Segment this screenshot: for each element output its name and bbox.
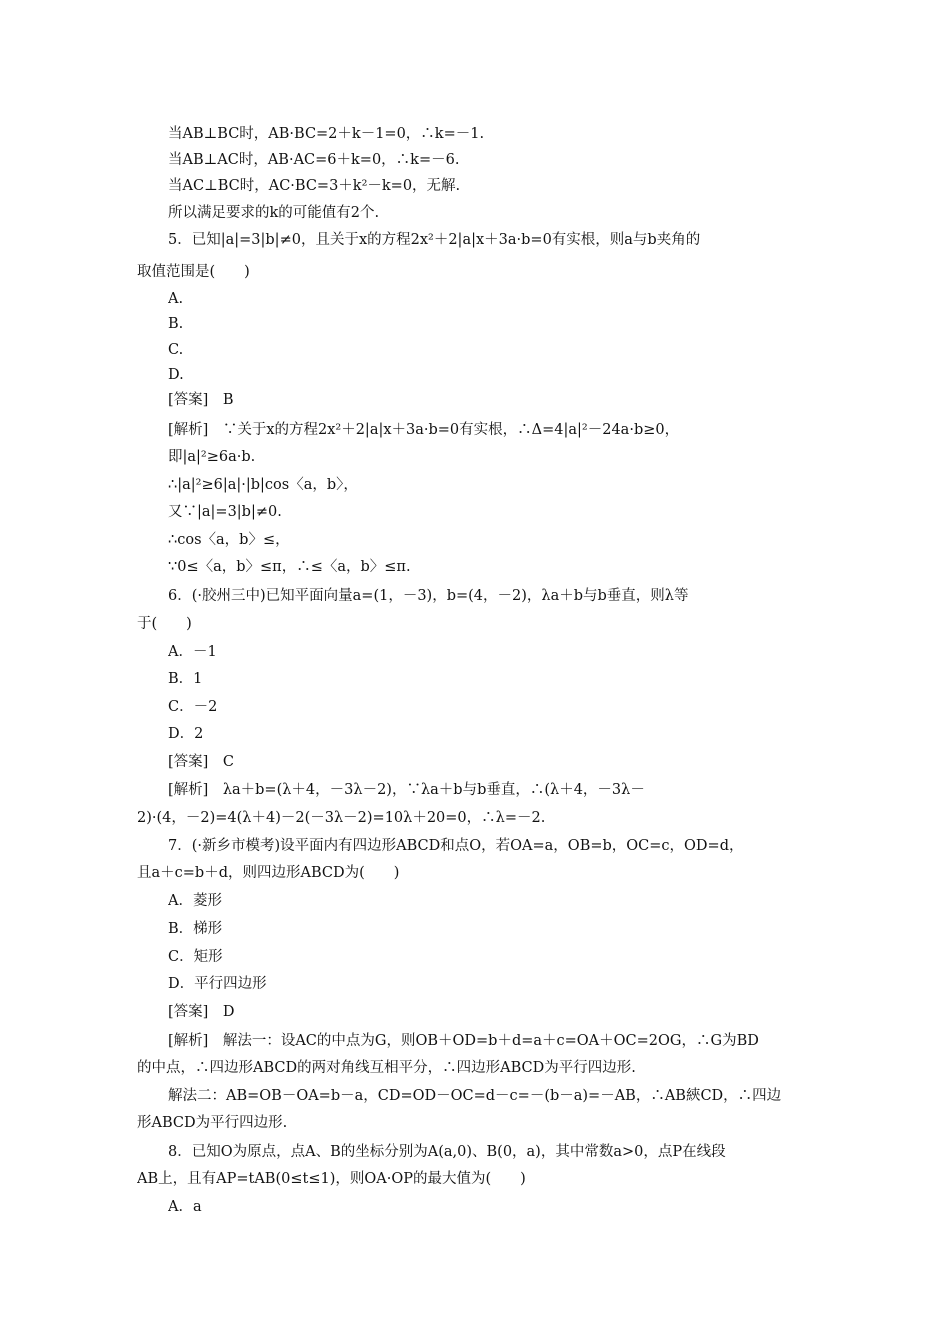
option-d: D. [168, 367, 184, 383]
option-c: C．矩形 [168, 949, 223, 965]
answer-line: [答案] B [168, 392, 234, 408]
analysis-line: [解析] ∵关于x的方程2x²＋2|a|x＋3a·b=0有实根，∴Δ=4|a|²－24a·b≥0， [168, 422, 680, 438]
question-7-stem-cont: 且a＋c=b＋d，则四边形ABCD为( ) [137, 865, 400, 881]
answer-line: [答案] C [168, 754, 234, 770]
question-6-stem-cont: 于( ) [137, 616, 192, 632]
analysis-line-cont: 2)·(4，－2)=4(λ＋4)－2(－3λ－2)=10λ＋20=0，∴λ=－2. [137, 810, 546, 826]
text-line: 当AB⊥BC时，AB·BC=2＋k－1=0，∴k=－1. [168, 126, 485, 142]
option-a: A．a [168, 1199, 202, 1215]
question-8-stem-cont: AB上，且有AP=tAB(0≤t≤1)，则OA·OP的最大值为( ) [137, 1171, 526, 1187]
option-a: A．－1 [168, 644, 217, 660]
analysis-line-cont: 形ABCD为平行四边形. [137, 1115, 288, 1131]
analysis-line: 解法二：AB=OB－OA=b－a，CD=OD－OC=d－c=－(b－a)=－AB，∴AB綊CD，∴四边 [168, 1088, 782, 1104]
question-5-stem: 5．已知|a|=3|b|≠0，且关于x的方程2x²＋2|a|x＋3a·b=0有实根，则a与b夹角的 [168, 232, 701, 248]
text-line: 所以满足要求的k的可能值有2个. [168, 205, 380, 221]
question-7-stem: 7．(·新乡市模考)设平面内有四边形ABCD和点O，若OA=a，OB=b，OC=c，OD=d， [168, 838, 744, 854]
analysis-line: [解析] λa＋b=(λ＋4，－3λ－2)，∵λa＋b与b垂直，∴(λ＋4，－3λ－ [168, 782, 645, 798]
option-c: C. [168, 342, 184, 358]
question-5-stem-cont: 取值范围是( ) [137, 264, 250, 280]
answer-line: [答案] D [168, 1004, 235, 1020]
text-line: ∴cos〈a，b〉≤， [168, 532, 290, 548]
option-a: A. [168, 291, 184, 307]
text-line: ∴|a|²≥6|a|·|b|cos〈a，b〉， [168, 477, 358, 493]
option-b: B．1 [168, 671, 203, 687]
text-line: 当AC⊥BC时，AC·BC=3＋k²－k=0，无解. [168, 178, 461, 194]
text-line: 当AB⊥AC时，AB·AC=6＋k=0，∴k=－6. [168, 152, 460, 168]
question-8-stem: 8．已知O为原点，点A、B的坐标分别为A(a,0)、B(0，a)，其中常数a>0，点P在线段 [168, 1144, 726, 1160]
analysis-line: [解析] 解法一：设AC的中点为G，则OB＋OD=b＋d=a＋c=OA＋OC=2OG，∴G为BD [168, 1033, 759, 1049]
option-a: A．菱形 [168, 893, 222, 909]
option-b: B．梯形 [168, 921, 223, 937]
option-d: D．2 [168, 726, 204, 742]
text-line: 即|a|²≥6a·b. [168, 449, 256, 465]
question-6-stem: 6．(·胶州三中)已知平面向量a=(1，－3)，b=(4，－2)，λa＋b与b垂直，则λ等 [168, 588, 689, 604]
text-line: ∵0≤〈a，b〉≤π，∴≤〈a，b〉≤π. [168, 559, 411, 575]
option-b: B. [168, 316, 184, 332]
analysis-line-cont: 的中点，∴四边形ABCD的两对角线互相平分，∴四边形ABCD为平行四边形. [137, 1060, 636, 1076]
option-c: C．－2 [168, 699, 218, 715]
option-d: D．平行四边形 [168, 976, 267, 992]
text-line: 又∵|a|=3|b|≠0. [168, 504, 282, 520]
